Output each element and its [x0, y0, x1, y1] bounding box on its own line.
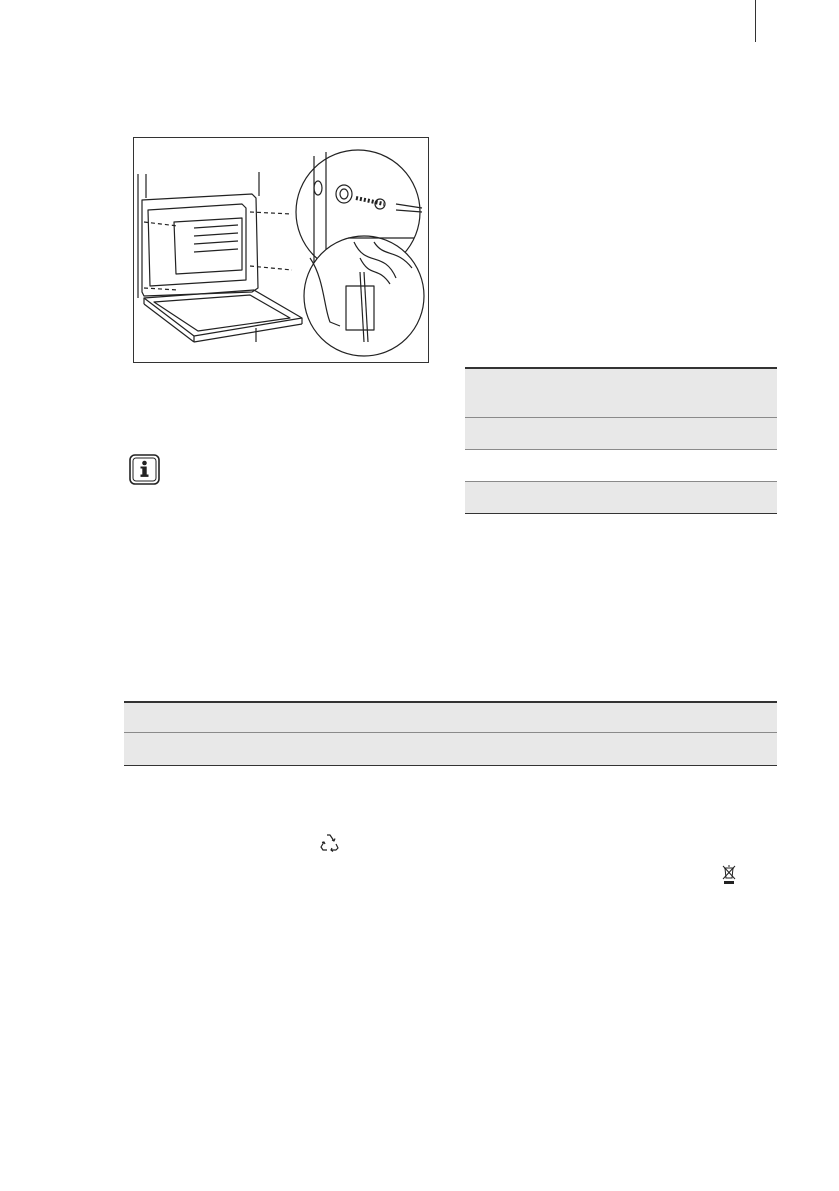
bottom-table	[124, 701, 777, 766]
table-row	[465, 482, 777, 514]
table-row	[124, 701, 777, 733]
info-icon	[129, 454, 160, 485]
table-row	[124, 733, 777, 766]
oven-cabinet-mounting-screws-icon	[134, 138, 428, 362]
right-table	[465, 367, 777, 514]
page-edge-rule	[755, 0, 756, 42]
crossed-out-bin-icon	[721, 864, 737, 886]
table-row	[465, 450, 777, 482]
table-row	[465, 367, 777, 418]
recycle-icon	[318, 833, 342, 853]
table-row	[465, 418, 777, 450]
mounting-illustration	[133, 137, 429, 363]
